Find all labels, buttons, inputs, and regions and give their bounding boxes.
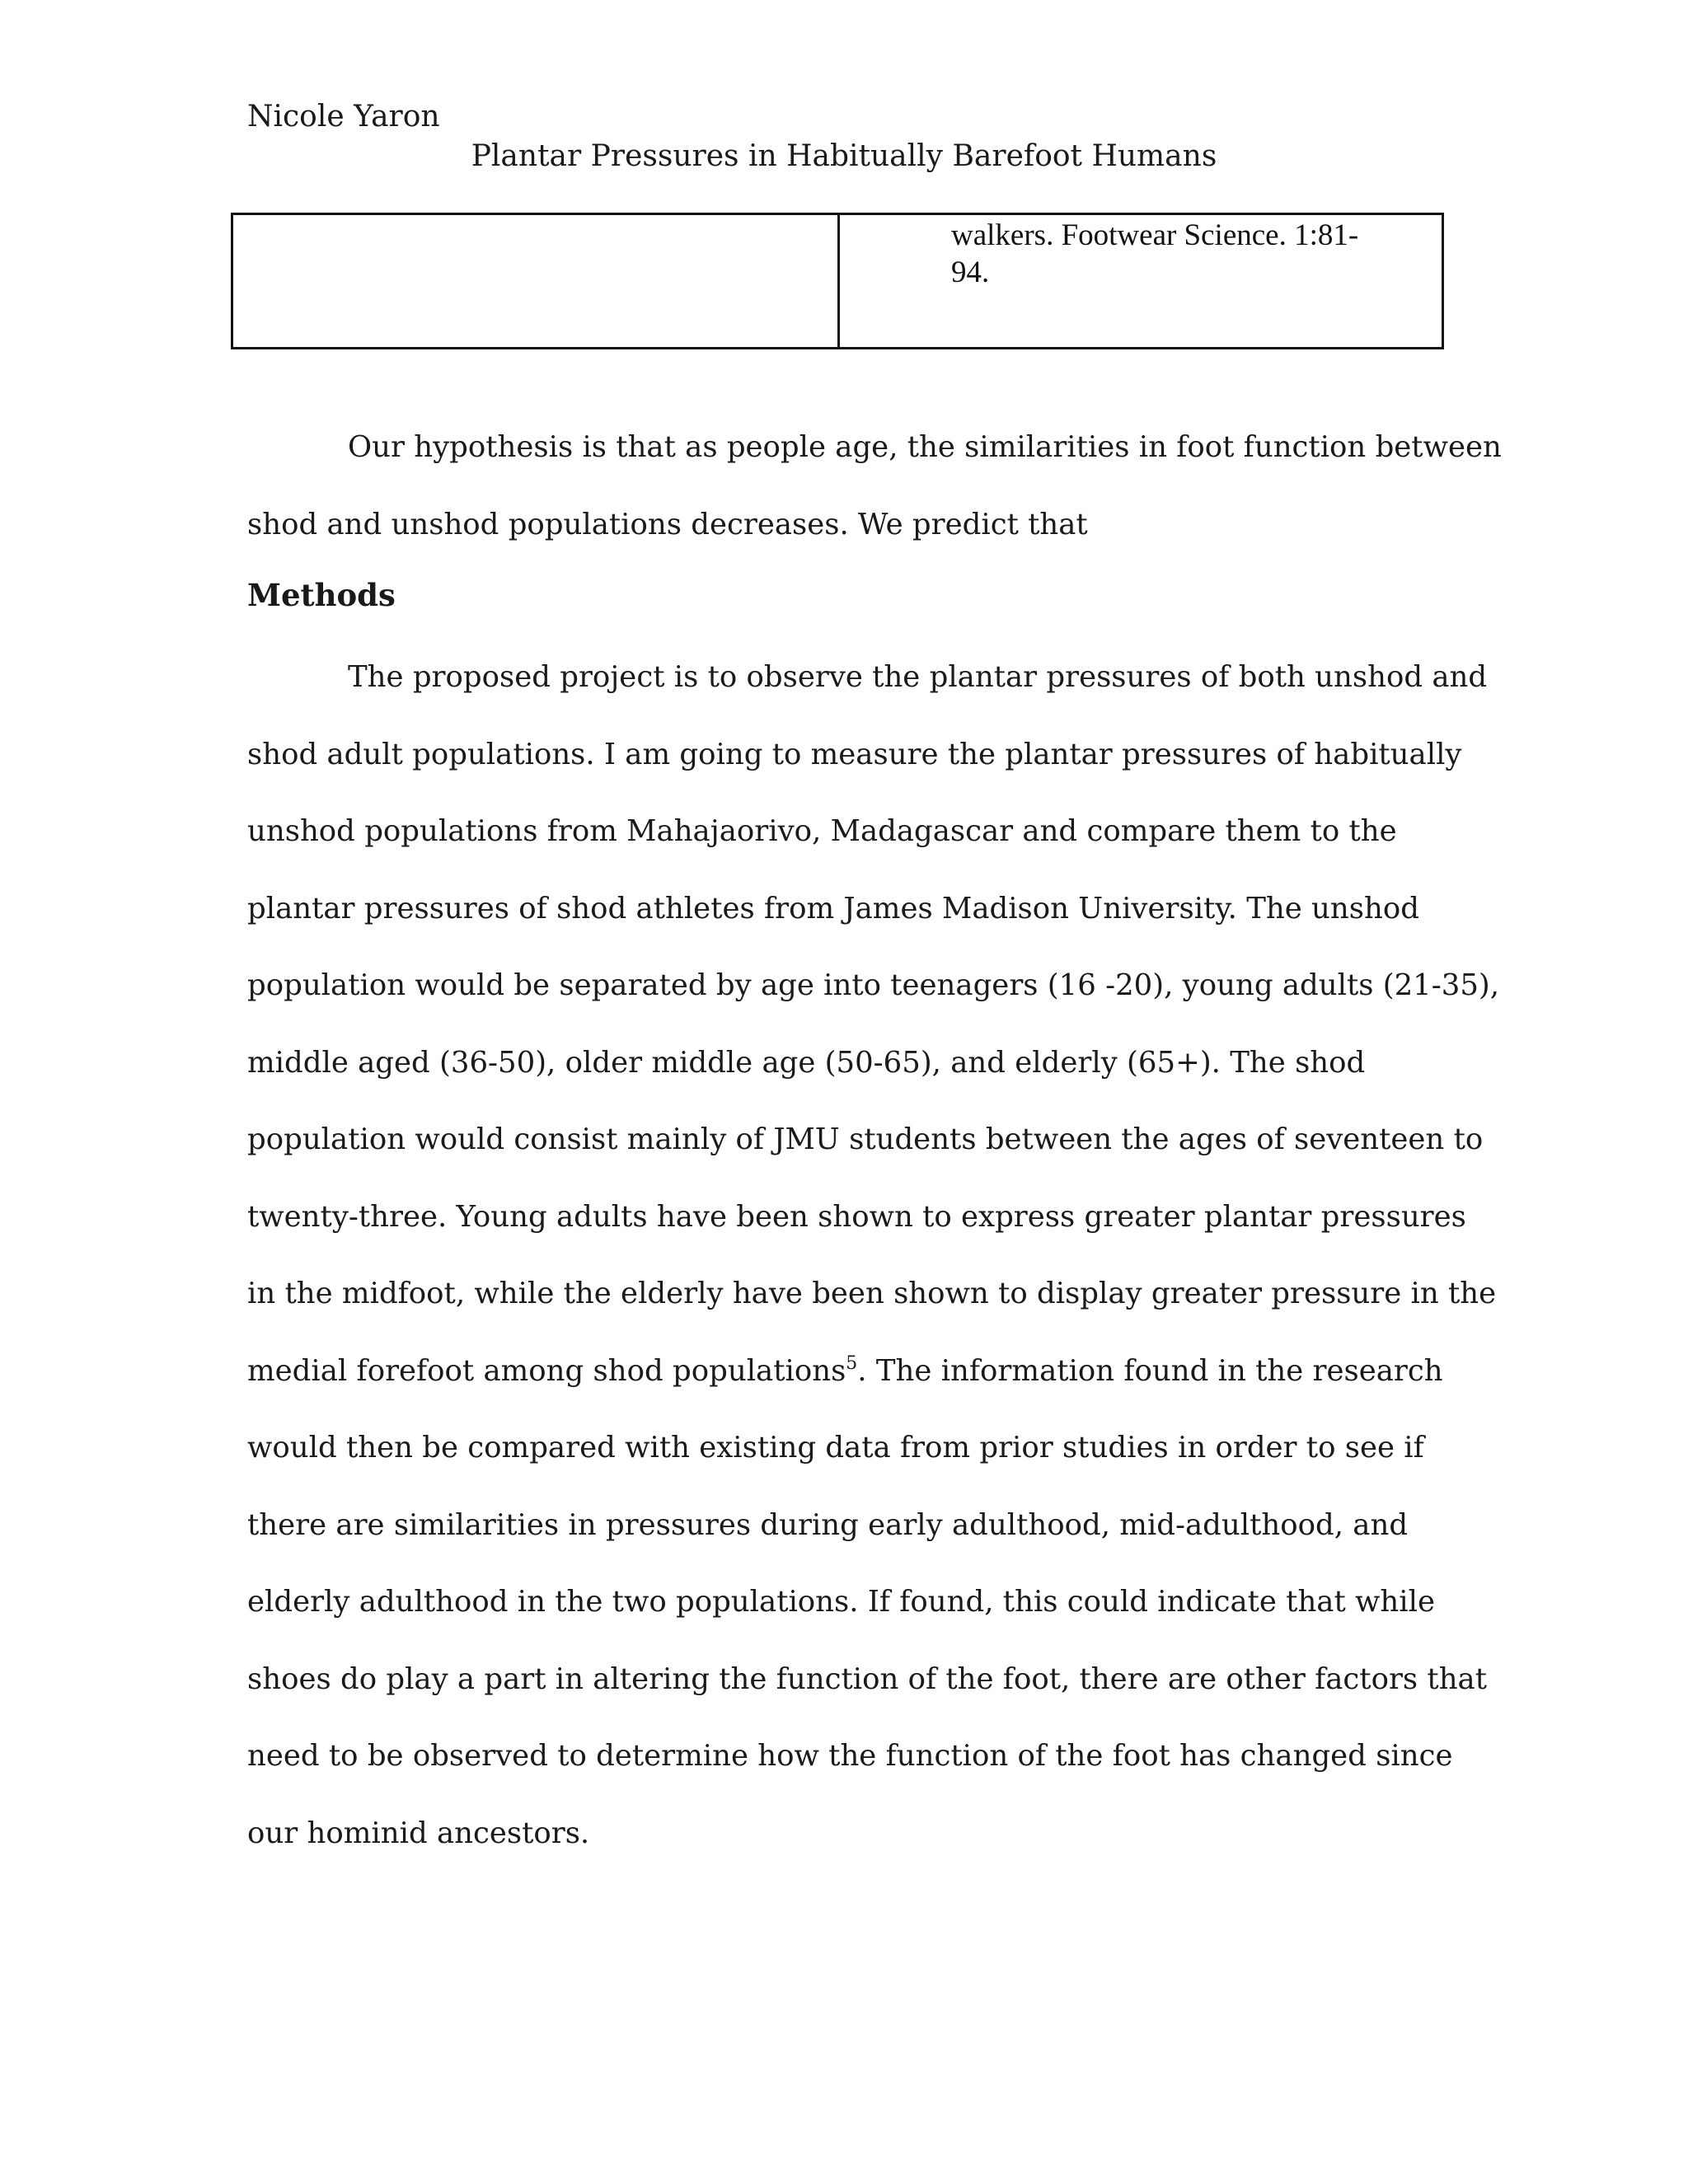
reference-table bbox=[231, 213, 1444, 349]
line-text: The proposed project is to observe the plantar pressures of both unshod and bbox=[348, 660, 1488, 694]
paragraph-line: would then be compared with existing data from prior studies in order to see if bbox=[247, 1431, 1424, 1465]
footnote-marker: 5 bbox=[846, 1352, 858, 1374]
paragraph-line bbox=[247, 409, 1502, 486]
paragraph-line: population would consist mainly of JMU students between the ages of seventeen to bbox=[247, 1122, 1484, 1156]
paragraph-line: plantar pressures of shod athletes from James Madison University. The unshod bbox=[247, 891, 1419, 926]
paragraph-line: our hominid ancestors. bbox=[247, 1816, 590, 1850]
hypothesis-paragraph bbox=[247, 409, 1502, 563]
paragraph-line: there are similarities in pressures during early adulthood, mid-adulthood, and bbox=[247, 1507, 1409, 1542]
paragraph-line: shod adult populations. I am going to measure the plantar pressures of habitually bbox=[247, 737, 1462, 771]
paragraph-line bbox=[247, 639, 1488, 716]
paragraph-line: shod and unshod populations decreases. We predict that bbox=[247, 507, 1088, 541]
paragraph-line: shoes do play a part in altering the function of the foot, there are other factors that bbox=[247, 1661, 1487, 1696]
reference-table-left-cell bbox=[233, 215, 840, 347]
reference-line: 94. bbox=[951, 255, 990, 289]
paragraph-line: unshod populations from Mahajaorivo, Madagascar and compare them to the bbox=[247, 814, 1397, 848]
paragraph-line: middle aged (36-50), older middle age (50-65), and elderly (65+). The shod bbox=[247, 1045, 1366, 1080]
line-text: medial forefoot among shod populations bbox=[247, 1353, 846, 1388]
paragraph-line: population would be separated by age into teenagers (16 -20), young adults (21-35), bbox=[247, 968, 1500, 1002]
author-name: Nicole Yaron bbox=[247, 100, 440, 134]
paragraph-line: in the midfoot, while the elderly have been shown to display greater pressure in the bbox=[247, 1277, 1497, 1310]
paragraph-line: need to be observed to determine how the function of the foot has changed since bbox=[247, 1739, 1453, 1773]
paragraph-line: twenty-three. Young adults have been shown to express greater plantar pressures bbox=[247, 1199, 1466, 1234]
paragraph-line: elderly adulthood in the two populations. If found, this could indicate that while bbox=[247, 1585, 1435, 1619]
reference-table-right-cell bbox=[840, 215, 1442, 347]
methods-paragraph bbox=[247, 639, 1500, 1872]
line-text: . The information found in the research bbox=[857, 1353, 1443, 1388]
section-heading-methods: Methods bbox=[247, 577, 396, 613]
reference-line: walkers. Footwear Science. 1:81- bbox=[951, 218, 1359, 252]
reference-citation bbox=[951, 217, 1413, 291]
paragraph-line bbox=[247, 1333, 1443, 1410]
page-title: Plantar Pressures in Habitually Barefoot Humans bbox=[471, 139, 1217, 173]
line-text: Our hypothesis is that as people age, the similarities in foot function between bbox=[348, 430, 1502, 464]
